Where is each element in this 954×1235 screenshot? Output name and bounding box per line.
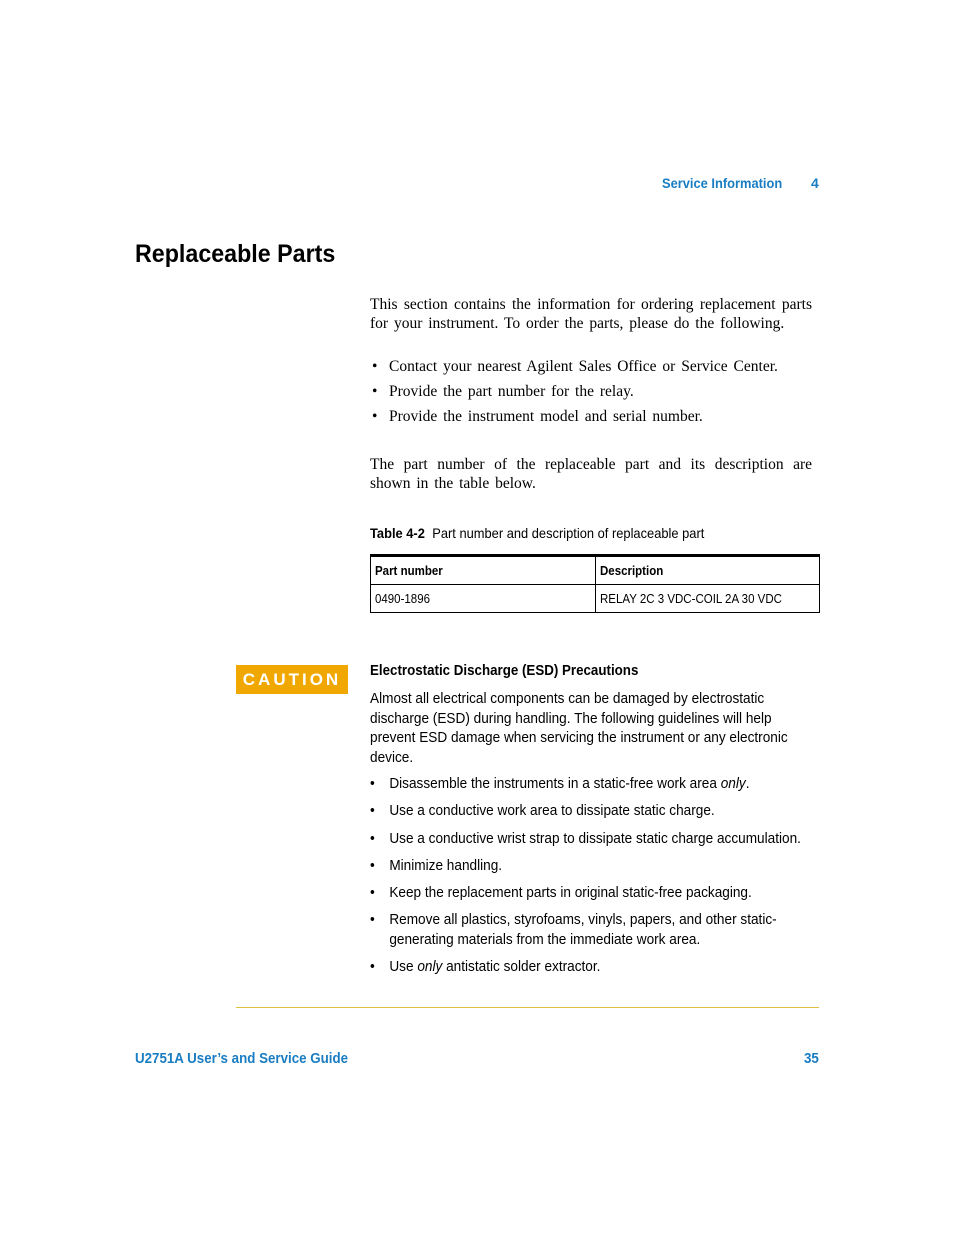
bullet-icon: • [372,358,378,375]
description-cell: RELAY 2C 3 VDC-COIL 2A 30 VDC [596,585,820,613]
list-item: • Disassemble the instruments in a static-free work area only. [370,775,813,795]
step-text: Contact your nearest Agilent Sales Office or Service Center. [389,358,778,375]
bullet-icon: • [370,776,375,792]
column-header-description: Description [596,556,820,585]
bullet-icon: • [372,383,378,400]
table-row [371,585,820,613]
bullet-icon: • [370,959,375,976]
bullet-icon: • [370,830,375,847]
bullet-icon: • [370,803,375,820]
caution-badge: CAUTION [236,665,348,694]
section-divider [236,1007,819,1008]
list-item: • Use a conductive wrist strap to dissipate static charge accumulation. [370,830,813,850]
ordering-steps-list [370,358,812,433]
parts-table [370,554,820,613]
list-item [370,408,812,427]
step-text: Provide the instrument model and serial number. [389,408,703,425]
list-item: • Use only antistatic solder extractor. [370,958,813,978]
intro-paragraph: This section contains the information for ordering replacement parts for your instrument. To order the parts, please do the following. [370,296,812,332]
bullet-icon: • [370,857,375,874]
list-item [370,358,812,377]
table-caption-number: Table 4-2 [370,525,425,541]
bullet-icon: • [370,912,375,929]
part-number-cell: 0490-1896 [371,585,596,613]
footer-guide-title: U2751A User’s and Service Guide [135,1051,349,1067]
table-header-row [371,556,820,585]
outro-paragraph: The part number of the replaceable part and its description are shown in the table below. [370,456,812,492]
running-header-chapter: 4 [811,175,819,191]
list-item: • Keep the replacement parts in original static-free packaging. [370,884,813,904]
list-item: • Use a conductive work area to dissipate static charge. [370,802,813,822]
list-item: • Minimize handling. [370,857,813,877]
running-header-section: Service Information [662,175,783,191]
list-item: • Remove all plastics, styrofoams, vinyls, papers, and other static-generating materials from the immediate work area. [370,912,777,948]
bullet-icon: • [372,408,378,425]
list-item [370,383,812,402]
table-caption [370,525,704,541]
column-header-part-number: Part number [371,556,596,585]
step-text: Provide the part number for the relay. [389,383,634,400]
esd-guidelines-list [370,775,813,986]
table-caption-text: Part number and description of replaceable part [432,525,705,541]
bullet-icon: • [370,885,375,902]
caution-body: Almost all electrical components can be damaged by electrostatic discharge (ESD) during handling. The following guidelines will help prevent ESD damage when servicing the instrument or any electronic device. [370,691,788,766]
page-title: Replaceable Parts [135,240,336,268]
page-number: 35 [804,1051,819,1067]
caution-title: Electrostatic Discharge (ESD) Precautions [370,663,639,679]
